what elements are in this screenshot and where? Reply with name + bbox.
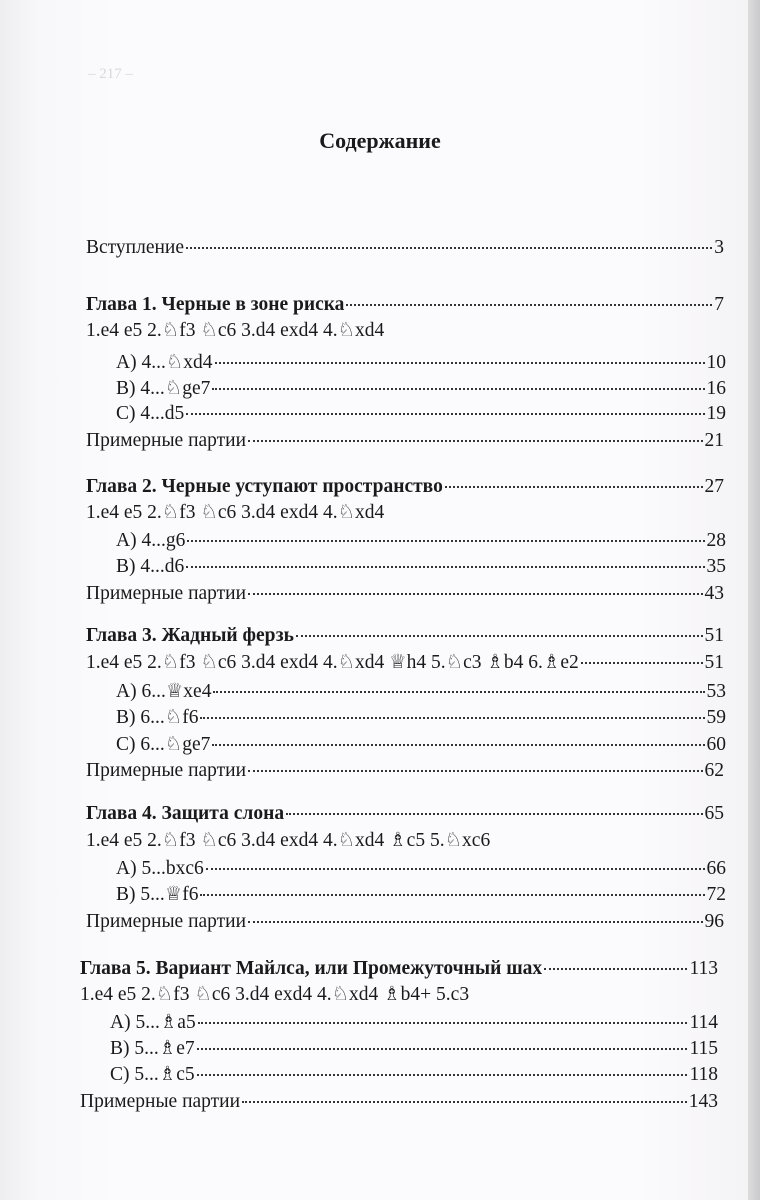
variation-page: 19 [706, 403, 726, 424]
leader-dots [248, 440, 702, 442]
toc-chapter-4-title[interactable] [86, 802, 724, 826]
variation-label: A) 5...bxc6 [116, 858, 204, 879]
chapter-page: 27 [704, 476, 724, 497]
games-label: Примерные партии [86, 911, 247, 932]
leader-dots [248, 770, 702, 772]
variation-page: 66 [706, 858, 726, 879]
variation-label: C) 5...♗c5 [110, 1064, 195, 1085]
chapter-page: 65 [704, 803, 724, 824]
variation-label: C) 6...♘ge7 [116, 734, 211, 755]
variation-label: A) 4...♘xd4 [116, 352, 213, 373]
leader-dots [206, 868, 705, 870]
games-label: Примерные партии [86, 760, 247, 781]
toc-variation[interactable] [116, 402, 726, 426]
leader-dots [286, 813, 702, 815]
leader-dots [248, 593, 702, 595]
leader-dots [544, 968, 687, 970]
toc-variation[interactable] [116, 555, 726, 579]
games-page: 21 [704, 430, 724, 451]
leader-dots [186, 247, 712, 249]
bleed-through-page-number: – 217 – [88, 66, 133, 82]
variation-label: A) 6...♕xe4 [116, 681, 212, 702]
chapter-title: Глава 5. Вариант Майлса, или Промежуточный шах [80, 958, 543, 979]
leader-dots [198, 1022, 688, 1024]
toc-variation[interactable] [110, 1037, 718, 1061]
leader-dots [212, 388, 704, 390]
toc-chapter-1-title[interactable] [86, 293, 724, 317]
toc-variation[interactable] [116, 680, 726, 704]
leader-dots [186, 566, 704, 568]
toc-variation[interactable] [116, 857, 726, 881]
moves-label: 1.e4 e5 2.♘f3 ♘c6 3.d4 exd4 4.♘xd4 ♕h4 5.♘c3 ♗b4 6.♗e2 [86, 652, 579, 673]
leader-dots [200, 717, 704, 719]
variation-label: A) 5...♗a5 [110, 1012, 196, 1033]
toc-entry-label: Вступление [86, 237, 185, 258]
variation-page: 72 [706, 884, 726, 905]
toc-games[interactable] [86, 759, 724, 783]
variation-page: 60 [706, 734, 726, 755]
leader-dots [248, 921, 702, 923]
toc-chapter-5-title[interactable] [80, 957, 718, 981]
chapter-page: 113 [689, 958, 718, 979]
variation-label: B) 6...♘f6 [116, 707, 199, 728]
chapter-2-moves: 1.e4 e5 2.♘f3 ♘c6 3.d4 exd4 4.♘xd4 [86, 502, 385, 523]
variation-label: B) 5...♗e7 [110, 1038, 195, 1059]
toc-variation[interactable] [116, 733, 726, 757]
variation-page: 28 [706, 530, 726, 551]
variation-page: 53 [706, 681, 726, 702]
variation-label: C) 4...d5 [116, 403, 185, 424]
leader-dots [200, 894, 704, 896]
leader-dots [242, 1101, 687, 1103]
leader-dots [581, 662, 703, 664]
games-label: Примерные партии [86, 430, 247, 451]
variation-page: 114 [689, 1012, 718, 1033]
variation-page: 115 [689, 1038, 718, 1059]
leader-dots [445, 486, 703, 488]
games-page: 143 [688, 1091, 718, 1112]
variation-page: 10 [706, 352, 726, 373]
leader-dots [187, 540, 704, 542]
leader-dots [197, 1048, 688, 1050]
toc-variation[interactable] [116, 351, 726, 375]
toc-games[interactable] [80, 1090, 718, 1114]
chapter-page: 7 [714, 294, 724, 315]
chapter-title: Глава 4. Защита слона [86, 803, 285, 824]
moves-page: 51 [704, 652, 724, 673]
chapter-4-moves: 1.e4 e5 2.♘f3 ♘c6 3.d4 exd4 4.♘xd4 ♗c5 5.♘xc6 [86, 830, 491, 851]
toc-variation[interactable] [110, 1063, 718, 1087]
toc-chapter-3-title[interactable] [86, 624, 724, 648]
toc-entry-intro[interactable] [86, 236, 724, 260]
toc-chapter-2-title[interactable] [86, 475, 724, 499]
chapter-1-moves: 1.e4 e5 2.♘f3 ♘c6 3.d4 exd4 4.♘xd4 [86, 320, 385, 341]
leader-dots [197, 1074, 688, 1076]
games-label: Примерные партии [86, 583, 247, 604]
games-label: Примерные партии [80, 1091, 241, 1112]
toc-variation[interactable] [116, 377, 726, 401]
toc-games[interactable] [86, 910, 724, 934]
leader-dots [186, 413, 704, 415]
toc-entry-page: 3 [714, 237, 724, 258]
chapter-title: Глава 2. Черные уступают пространство [86, 476, 443, 497]
games-page: 62 [704, 760, 724, 781]
leader-dots [346, 304, 712, 306]
toc-games[interactable] [86, 582, 724, 606]
variation-page: 59 [706, 707, 726, 728]
toc-variation[interactable] [110, 1011, 718, 1035]
variation-page: 35 [706, 556, 726, 577]
leader-dots [213, 691, 704, 693]
contents-heading: Содержание [319, 128, 441, 153]
chapter-page: 51 [704, 625, 724, 646]
chapter-title: Глава 1. Черные в зоне риска [86, 294, 345, 315]
variation-label: B) 4...d6 [116, 556, 185, 577]
toc-variation[interactable] [116, 529, 726, 553]
variation-page: 16 [706, 378, 726, 399]
toc-variation[interactable] [116, 706, 726, 730]
leader-dots [212, 744, 704, 746]
variation-page: 118 [689, 1064, 718, 1085]
chapter-title: Глава 3. Жадный ферзь [86, 625, 294, 646]
chapter-3-moves[interactable] [86, 651, 724, 675]
toc-games[interactable] [86, 429, 724, 453]
variation-label: B) 4...♘ge7 [116, 378, 211, 399]
variation-label: B) 5...♕f6 [116, 884, 199, 905]
games-page: 96 [704, 911, 724, 932]
chapter-5-moves: 1.e4 e5 2.♘f3 ♘c6 3.d4 exd4 4.♘xd4 ♗b4+ 5.c3 [80, 984, 470, 1005]
games-page: 43 [704, 583, 724, 604]
leader-dots [215, 362, 705, 364]
leader-dots [296, 635, 703, 637]
toc-variation[interactable] [116, 883, 726, 907]
variation-label: A) 4...g6 [116, 530, 186, 551]
